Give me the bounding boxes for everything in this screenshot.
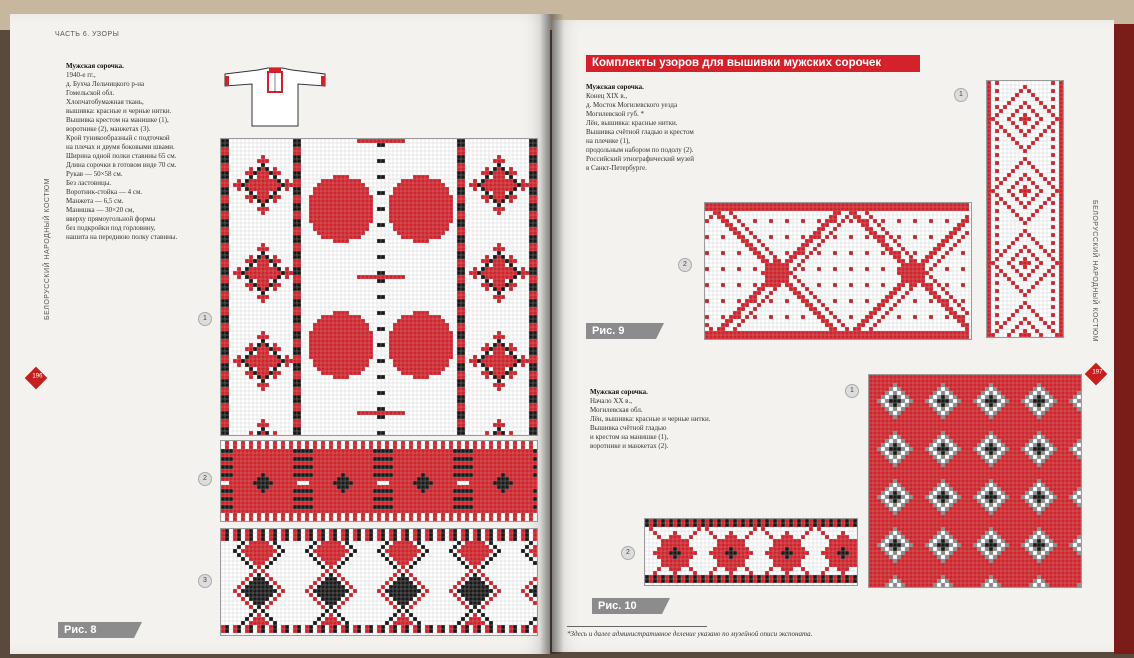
figure-marker-2: 2: [198, 472, 212, 486]
embroidery-pattern-hem: [704, 202, 972, 340]
embroidery-pattern-shoulder: [986, 80, 1064, 338]
description-line: Манишка — 30×20 см,: [66, 206, 135, 214]
description-line: на плечике (1),: [586, 137, 631, 145]
pattern-6-canvas: [869, 375, 1081, 587]
vertical-running-title: БЕЛОРУССКИЙ НАРОДНЫЙ КОСТЮМ: [44, 178, 51, 320]
description-line: продольным набором по подолу (2).: [586, 146, 694, 154]
figure-label-8: Рис. 8: [58, 622, 134, 638]
description-line: Конец XIX в.,: [586, 92, 628, 100]
embroidery-pattern-cuffs: [220, 528, 538, 636]
fig9-description: [586, 83, 694, 173]
description-line: Гомельской обл.: [66, 89, 115, 97]
description-line: Длина сорочки в готовом виде 70 см.: [66, 161, 177, 169]
description-line: вверху прямоугольной формы: [66, 215, 156, 223]
embroidery-pattern-collar-fig10: [644, 518, 858, 586]
footnote: *Здесь и далее административное деление указано по музейной описи экспоната.: [567, 630, 813, 638]
page-number-badge: 196: [25, 367, 48, 390]
description-line: д. Мосток Могилевского уезда: [586, 101, 678, 109]
shirt-description: [66, 62, 177, 242]
page-header: ЧАСТЬ 6. УЗОРЫ: [55, 31, 120, 38]
pattern-3-canvas: [221, 529, 537, 635]
description-line: нашита на переднюю полку ставины.: [66, 233, 178, 241]
description-line: Воротник-стойка — 4 см.: [66, 188, 143, 196]
description-title: Мужская сорочка.: [586, 83, 644, 91]
page-number-badge-right: 197: [1085, 363, 1108, 386]
description-line: в Санкт-Петербурге.: [586, 164, 648, 172]
fig9-marker-2: 2: [678, 258, 692, 272]
description-line: воротнике (2), манжетах (3).: [66, 125, 151, 133]
description-line: и крестом на манишке (1),: [590, 433, 669, 441]
description-line: Рукав — 50×58 см.: [66, 170, 123, 178]
pattern-2-canvas: [221, 441, 537, 521]
description-line: Крой туникообразный с подточкой: [66, 134, 170, 142]
description-line: Хлопчатобумажная ткань,: [66, 98, 144, 106]
description-line: Российский этнографический музей: [586, 155, 695, 163]
description-line: Могилевской губ. *: [586, 110, 645, 118]
pattern-4-canvas: [987, 81, 1063, 337]
description-line: воротнике и манжетах (2).: [590, 442, 669, 450]
fig9-marker-1: 1: [954, 88, 968, 102]
fig10-marker-1: 1: [845, 384, 859, 398]
figure-marker-3: 3: [198, 574, 212, 588]
pattern-7-canvas: [645, 519, 857, 585]
figure-marker-1: 1: [198, 312, 212, 326]
description-line: Ширина одной полки ставины 65 см.: [66, 152, 177, 160]
description-line: Могилевская обл.: [590, 406, 643, 414]
pattern-5-canvas: [705, 203, 971, 339]
description-line: 1940-е гг.,: [66, 71, 96, 79]
section-banner: Комплекты узоров для вышивки мужских сорочек: [586, 55, 920, 72]
description-line: Лён, вышивка: красные и черные нитки.: [590, 415, 711, 423]
embroidery-pattern-shirtfront-fig10: [868, 374, 1082, 588]
description-title: Мужская сорочка.: [66, 62, 124, 70]
fig10-description: [590, 388, 710, 451]
description-line: без подкройки под горловину,: [66, 224, 156, 232]
figure-label-10: Рис. 10: [592, 598, 662, 614]
description-line: Лён, вышивка: красные нитки.: [586, 119, 678, 127]
spine-shadow: [540, 14, 564, 654]
figure-label-9: Рис. 9: [586, 323, 656, 339]
description-line: Начало XX в.,: [590, 397, 632, 405]
fig10-marker-2: 2: [621, 546, 635, 560]
description-line: Вышивка крестом на манишке (1),: [66, 116, 169, 124]
description-line: Вышивка счётной гладью и крестом: [586, 128, 694, 136]
pattern-1-canvas: [221, 139, 537, 435]
book-cover-edge: [1114, 24, 1134, 654]
description-line: Вышивка счётной гладью: [590, 424, 667, 432]
embroidery-pattern-shirtfront: [220, 138, 538, 436]
description-line: д. Бухча Лельчицкого р-на: [66, 80, 145, 88]
description-line: Манжета — 6,5 см.: [66, 197, 124, 205]
description-line: вышивка: красные и черные нитки.: [66, 107, 172, 115]
shirt-schematic: [220, 64, 330, 130]
description-line: Без ластовицы.: [66, 179, 112, 187]
description-line: на плечах и двумя боковыми швами.: [66, 143, 175, 151]
vertical-running-title-right: БЕЛОРУССКИЙ НАРОДНЫЙ КОСТЮМ: [1091, 200, 1098, 342]
footnote-rule: [567, 626, 707, 627]
embroidery-pattern-collar: [220, 440, 538, 522]
description-title: Мужская сорочка.: [590, 388, 648, 396]
